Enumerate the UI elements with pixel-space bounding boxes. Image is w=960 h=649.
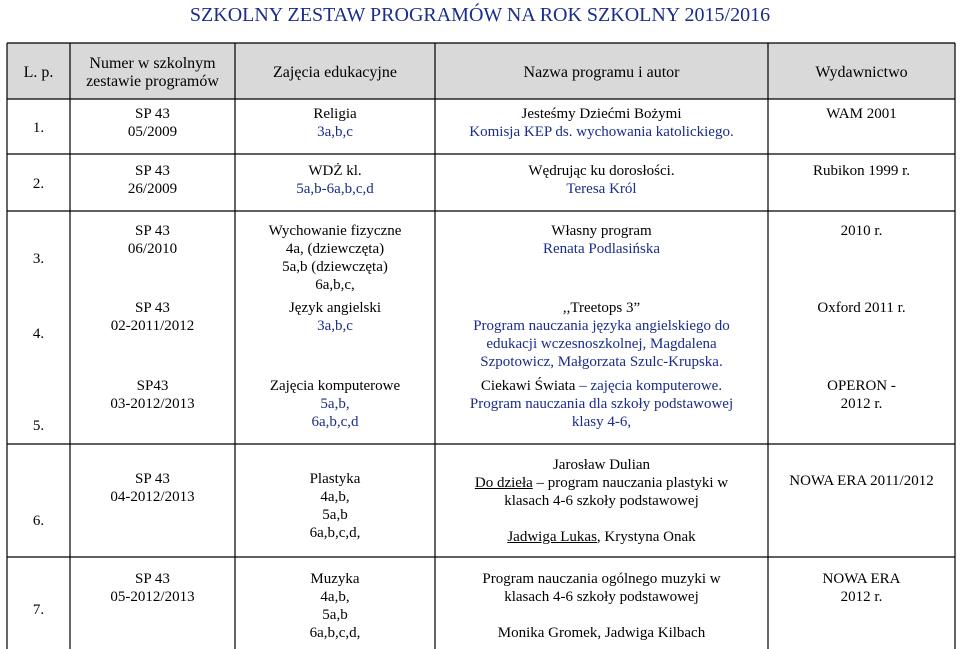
row5-numer (70, 377, 235, 413)
row1-nazwa (435, 105, 768, 141)
row4-numer-line2: 02-2011/2012 (110, 318, 195, 334)
header-lp: L. p. (23, 64, 54, 81)
row7-nazwa-line2: klasach 4-6 szkoły podstawowej (504, 589, 699, 605)
header-nazwa: Nazwa programu i autor (523, 64, 680, 81)
row3-zajecia-line4: 6a,b,c, (315, 277, 355, 293)
row6-zajecia-line3: 5a,b (322, 507, 348, 523)
row2-numer (70, 162, 235, 198)
row7-zajecia-line3: 5a,b (322, 607, 348, 623)
row3-zajecia-line3: 5a,b (dziewczęta) (282, 259, 388, 275)
row2-nazwa (435, 162, 768, 198)
row6-nazwa-line3: klasach 4-6 szkoły podstawowej (504, 493, 699, 509)
row3-nazwa-line2: Renata Podlasińska (542, 241, 661, 257)
row1-zajecia-line1: Religia (313, 106, 357, 122)
row5-nazwa-line2: Program nauczania dla szkoły podstawowej (469, 396, 734, 412)
row6-numer-line1: SP 43 (135, 471, 170, 487)
page-title: SZKOLNY ZESTAW PROGRAMÓW NA ROK SZKOLNY 2015/2016 (189, 4, 771, 26)
row7-nazwa-line3: Monika Gromek, Jadwiga Kilbach (497, 625, 706, 641)
row4-wydawnictwo: Oxford 2011 r. (817, 300, 906, 316)
row6-nazwa (435, 456, 768, 546)
row7-nazwa (435, 570, 768, 642)
row3-numer (70, 222, 235, 258)
row6-numer (70, 470, 235, 506)
row4-lp: 4. (32, 326, 45, 342)
header-zajecia: Zajęcia edukacyjne (273, 64, 397, 81)
row3-lp: 3. (32, 251, 45, 267)
row6-nazwa-line2 (435, 474, 768, 492)
row4-nazwa (435, 299, 768, 371)
row6-zajecia-line2: 4a,b, (320, 489, 350, 505)
row6-zajecia (235, 470, 435, 542)
row1-zajecia-line2: 3a,b,c (317, 124, 353, 140)
row5-wydawnictwo-line2: 2012 r. (840, 396, 883, 412)
row1-lp: 1. (32, 120, 45, 136)
row5-nazwa (435, 377, 768, 431)
row7-zajecia-line1: Muzyka (310, 571, 360, 587)
row4-numer-line1: SP 43 (135, 300, 170, 316)
row7-zajecia (235, 570, 435, 642)
header-numer-line2: zestawie programów (86, 73, 219, 90)
row7-numer-line2: 05-2012/2013 (110, 589, 195, 605)
row3-nazwa-line1: Własny program (551, 223, 652, 239)
row3-zajecia-line1: Wychowanie fizyczne (268, 223, 402, 239)
row1-wydawnictwo: WAM 2001 (826, 106, 897, 122)
row6-nazwa-line4 (435, 528, 768, 546)
row6-nazwa-author2: , Krystyna Onak (596, 529, 696, 545)
header-wydawnictwo: Wydawnictwo (815, 64, 908, 81)
row7-lp: 7. (32, 602, 45, 618)
row1-numer-line2: 05/2009 (127, 124, 178, 140)
row7-wydawnictwo-line1: NOWA ERA (822, 571, 901, 587)
row4-nazwa-line3: edukacji wczesnoszkolnej, Magdalena (486, 336, 717, 352)
row4-zajecia-line1: Język angielski (288, 300, 382, 316)
row1-nazwa-line1: Jesteśmy Dziećmi Bożymi (521, 106, 682, 122)
row2-lp: 2. (32, 176, 45, 192)
row7-zajecia-line4: 6a,b,c,d, (309, 625, 361, 641)
header-numer-line1: Numer w szkolnym (89, 55, 216, 72)
row1-nazwa-line2: Komisja KEP ds. wychowania katolickiego. (469, 124, 734, 140)
row2-numer-line2: 26/2009 (127, 181, 178, 197)
row5-numer-line1: SP43 (136, 378, 169, 394)
row5-zajecia (235, 377, 435, 431)
row1-zajecia (235, 105, 435, 141)
row3-numer-line1: SP 43 (135, 223, 170, 239)
row4-zajecia-line2: 3a,b,c (317, 318, 353, 334)
row5-zajecia-line2: 5a,b, (320, 396, 350, 412)
row5-wydawnictwo (768, 377, 955, 413)
row7-numer (70, 570, 235, 606)
row7-wydawnictwo (768, 570, 955, 606)
row2-zajecia-line2: 5a,b-6a,b,c,d (296, 181, 374, 197)
row2-zajecia-line1: WDŻ kl. (308, 163, 362, 179)
row4-nazwa-line4: Szpotowicz, Małgorzata Szulc-Krupska. (480, 354, 723, 370)
row4-nazwa-line1: ,,Treetops 3” (562, 300, 641, 316)
row2-nazwa-line1: Wędrując ku dorosłości. (528, 163, 675, 179)
row6-nazwa-author1: Jadwiga Lukas (507, 529, 597, 545)
row2-numer-line1: SP 43 (135, 163, 170, 179)
row6-nazwa-subtitle: – program nauczania plastyki w (532, 475, 729, 491)
row5-nazwa-line1 (435, 377, 768, 395)
row7-nazwa-line1: Program nauczania ogólnego muzyki w (482, 571, 721, 587)
row3-numer-line2: 06/2010 (127, 241, 178, 257)
row1-numer-line1: SP 43 (135, 106, 170, 122)
row3-nazwa (435, 222, 768, 258)
row5-wydawnictwo-line1: OPERON - (827, 378, 896, 394)
row5-nazwa-title: Ciekawi Świata (480, 378, 576, 394)
row5-zajecia-line3: 6a,b,c,d (311, 414, 359, 430)
row4-nazwa-line2: Program nauczania języka angielskiego do (473, 318, 730, 334)
row5-nazwa-line3: klasy 4-6, (571, 414, 632, 430)
row4-zajecia (235, 299, 435, 335)
row6-numer-line2: 04-2012/2013 (110, 489, 195, 505)
row5-zajecia-line1: Zajęcia komputerowe (269, 378, 401, 394)
row6-nazwa-title: Do dzieła (474, 475, 533, 491)
row5-lp: 5. (32, 418, 45, 434)
row2-nazwa-line2: Teresa Król (566, 181, 637, 197)
row6-zajecia-line4: 6a,b,c,d, (309, 525, 361, 541)
row1-numer (70, 105, 235, 141)
row3-wydawnictwo: 2010 r. (840, 223, 883, 239)
row2-zajecia (235, 162, 435, 198)
row7-wydawnictwo-line2: 2012 r. (840, 589, 883, 605)
row2-wydawnictwo: Rubikon 1999 r. (812, 163, 911, 179)
row7-numer-line1: SP 43 (135, 571, 170, 587)
row7-zajecia-line2: 4a,b, (320, 589, 350, 605)
row5-numer-line2: 03-2012/2013 (110, 396, 195, 412)
row6-nazwa-line1: Jarosław Dulian (552, 457, 651, 473)
row5-nazwa-subtitle: – zajęcia komputerowe. (575, 378, 723, 394)
row6-wydawnictwo: NOWA ERA 2011/2012 (789, 473, 934, 489)
row3-zajecia-line2: 4a, (dziewczęta) (285, 241, 385, 257)
row6-zajecia-line1: Plastyka (309, 471, 361, 487)
row6-lp: 6. (32, 513, 45, 529)
header-numer (70, 55, 235, 91)
row3-zajecia (235, 222, 435, 294)
row4-numer (70, 299, 235, 335)
